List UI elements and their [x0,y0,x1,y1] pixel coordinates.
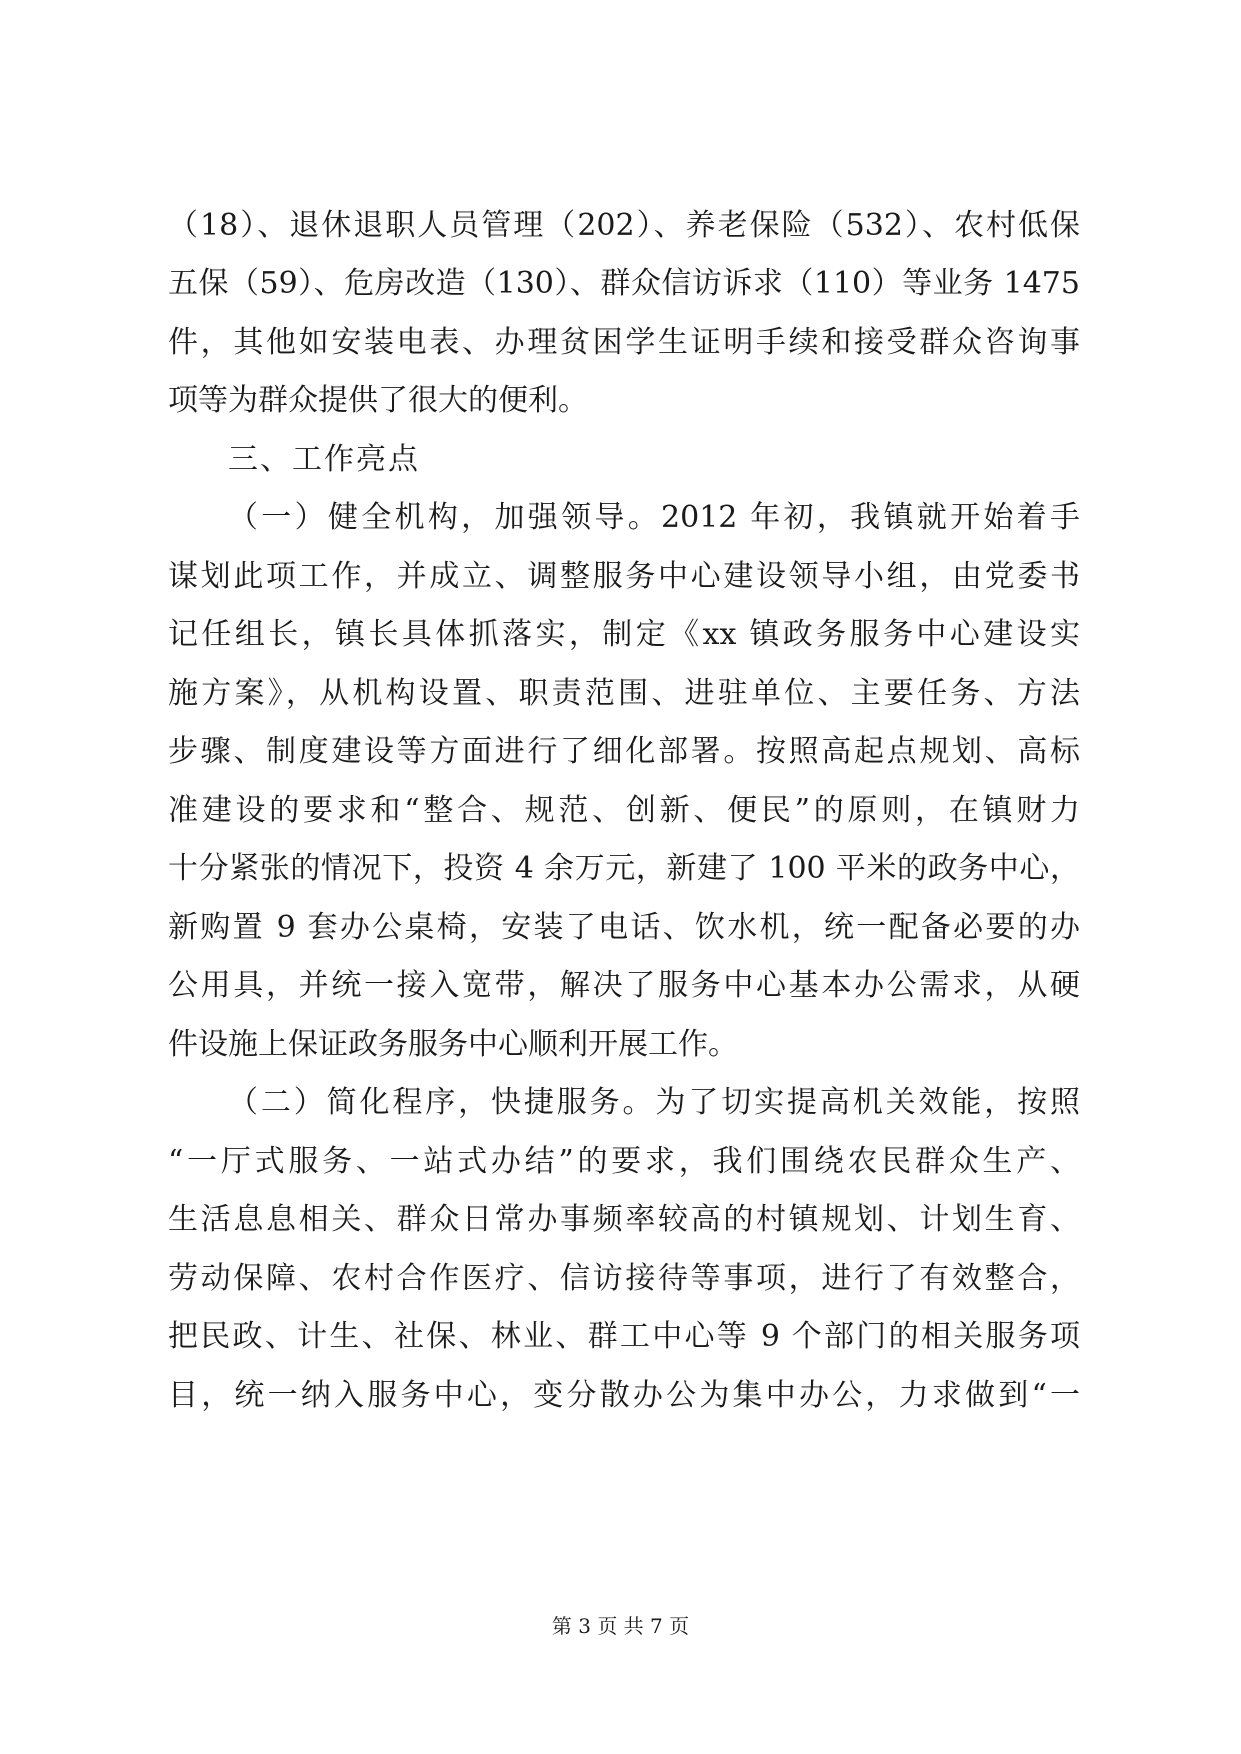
text-line: 件设施上保证政务服务中心顺利开展工作。 [168,1027,738,1062]
paragraph-first-line: （一）健全机构，加强领导。2012 年初，我镇就开始着手 [228,500,1080,535]
text-line: 新购置 9 套办公桌椅，安装了电话、饮水机，统一配备必要的办 [168,910,1080,945]
text-line: 项等为群众提供了很大的便利。 [168,383,588,418]
text-line: 把民政、计生、社保、林业、群工中心等 9 个部门的相关服务项 [168,1319,1080,1354]
text-line: 记任组长，镇长具体抓落实，制定《xx 镇政务服务中心建设实 [168,617,1080,652]
text-line: 步骤、制度建设等方面进行了细化部署。按照高起点规划、高标 [168,734,1080,769]
paragraph-first-line: （二）简化程序，快捷服务。为了切实提高机关效能，按照 [228,1085,1080,1120]
text-line: 劳动保障、农村合作医疗、信访接待等事项，进行了有效整合， [168,1261,1080,1296]
text-line: 件，其他如安装电表、办理贫困学生证明手续和接受群众咨询事 [168,325,1080,360]
text-line: “一厅式服务、一站式办结”的要求，我们围绕农民群众生产、 [168,1144,1080,1179]
text-line: 施方案》，从机构设置、职责范围、进驻单位、主要任务、方法 [168,676,1080,711]
text-line: （18）、退休退职人员管理（202）、养老保险（532）、农村低保 [168,208,1080,243]
section-heading: 三、工作亮点 [228,442,420,477]
page-number-footer: 第 3 页 共 7 页 [551,1614,690,1638]
text-line: 生活息息相关、群众日常办事频率较高的村镇规划、计划生育、 [168,1202,1080,1237]
text-line: 准建设的要求和“整合、规范、创新、便民”的原则，在镇财力 [168,793,1080,828]
text-line: 目，统一纳入服务中心，变分散办公为集中办公，力求做到“一 [168,1378,1080,1413]
text-line: 谋划此项工作，并成立、调整服务中心建设领导小组，由党委书 [168,559,1080,594]
text-line: 十分紧张的情况下，投资 4 余万元，新建了 100 平米的政务中心， [168,851,1080,886]
text-line: 公用具，并统一接入宽带，解决了服务中心基本办公需求，从硬 [168,968,1080,1003]
text-line: 五保（59）、危房改造（130）、群众信访诉求（110）等业务 1475 [168,266,1080,301]
